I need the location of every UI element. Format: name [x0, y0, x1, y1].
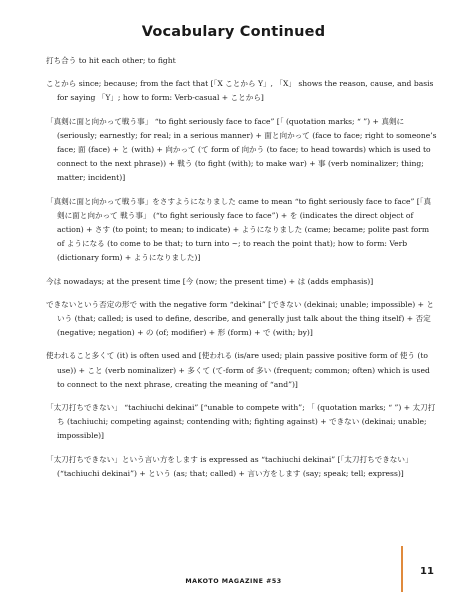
vocabulary-list: [46, 54, 438, 490]
vocab-entry-tsukawareru: 使われること多くて (it) is often used and [使われる (is/are used; plain passive positive form of 使う (to use)) + こと (verb nominalizer) + 多くて (て-form of 多い (frequent; common; often) which is used to connect to the next phrase, creating the meaning of “and”)]: [46, 351, 430, 389]
vocab-entry-kotokara: ことから since; because; from the fact that [「X ことから Y」, 「X」 shows the reason, cause, and basis for saying 「Y」; how to form: Verb-casual + ことから]: [46, 79, 434, 103]
vocab-entry-iikata: 「太刀打ちできない」という言い方をします is expressed as “tachiuchi dekinai” [「太刀打ちできない」 (“tachiuchi dekinai”) + という (as; that; called) + 言い方をします (say; speak; tell; express)]: [46, 454, 413, 478]
vocab-entry-tachiuchi: 「太刀打ちできない」 “tachiuchi dekinai” [“unable to compete with”; 「 (quotation marks; “ ”) + 太刀打ち (tachiuchi; competing against; contending with; fighting against) + できない (dekinai; unable; impossible)]: [46, 403, 436, 441]
vocab-entry-imawa: 今は nowadays; at the present time [今 (now; the present time) + は (adds emphasis)]: [46, 276, 374, 286]
magazine-footer: MAKOTO MAGAZINE #53: [185, 578, 282, 585]
page-title: Vocabulary Continued: [141, 24, 326, 40]
vocab-entry-sasu: 「真剣に面と向かって戦う事」をさすようになりました came to mean “to fight seriously face to face” [「真剣に面と向かって 戦う事」 (“to fight seriously face to face”) + を (indicates the direct object of action) + さす (to point; to mean; to indicate) + ようになりました (came; became; polite past form of ようになる (to come to be that; to turn into ~; to reach the point that); how to form: Verb (dictionary form) + ようになりました)]: [46, 196, 432, 263]
vocab-entry-shinken: 「真剣に面と向かって戦う事」 “to fight seriously face to face” [「 (quotation marks; “ ”) + 真剣に (seriously; earnestly; for real; in a serious manner) + 面と向かって (face to face; right to someone’s face; 面 (face) + と (with) + 向かって (て form of 向かう (to face; to head towards) which is used to connect to the next phrase)) + 戦う (to fight (with); to make war) + 事 (verb nominalizer; thing; matter; incident)]: [46, 116, 437, 183]
page-number: 11: [420, 566, 434, 577]
vocab-entry-uchiau: 打ち合う to hit each other; to fight: [46, 56, 176, 65]
footer-divider: [401, 546, 403, 592]
vocab-entry-dekinai: できないという否定の形で with the negative form “dekinai” [できない (dekinai; unable; impossible) + という (that; called; is used to define, describe, and generally just talk about the thing itself) + 否定 (negative; negation) + の (of; modifier) + 形 (form) + で (with; by)]: [46, 299, 434, 338]
